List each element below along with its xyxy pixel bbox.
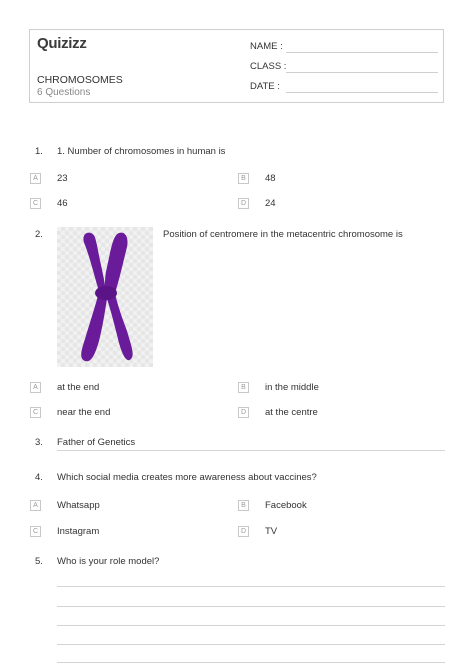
option-b-text: 48 bbox=[265, 173, 276, 184]
option-b-text: Facebook bbox=[265, 500, 307, 511]
option-a-text: at the end bbox=[57, 382, 100, 393]
option-c-box[interactable]: C bbox=[30, 198, 41, 209]
quizizz-logo bbox=[37, 35, 87, 52]
question-number: 3. bbox=[35, 437, 43, 448]
answer-line[interactable] bbox=[57, 662, 445, 663]
option-a-box[interactable]: A bbox=[30, 173, 41, 184]
option-b-text: in the middle bbox=[265, 382, 319, 393]
date-line[interactable] bbox=[286, 92, 438, 93]
question-text: Which social media creates more awareness about vaccines? bbox=[57, 472, 317, 483]
option-d-text: TV bbox=[265, 526, 278, 537]
option-c-text: Instagram bbox=[57, 526, 100, 537]
question-number: 2. bbox=[35, 229, 43, 240]
option-c-box[interactable]: C bbox=[30, 407, 41, 418]
option-b-box[interactable]: B bbox=[238, 173, 249, 184]
name-line[interactable] bbox=[286, 52, 438, 53]
option-a-text: Whatsapp bbox=[57, 500, 100, 511]
question-number: 1. bbox=[35, 146, 43, 157]
option-a-box[interactable]: A bbox=[30, 382, 41, 393]
option-c-text: near the end bbox=[57, 407, 111, 418]
answer-line[interactable] bbox=[57, 625, 445, 626]
option-d-box[interactable]: D bbox=[238, 526, 249, 537]
answer-line[interactable] bbox=[57, 606, 445, 607]
class-line[interactable] bbox=[286, 72, 438, 73]
question-number: 5. bbox=[35, 556, 43, 567]
option-c-box[interactable]: C bbox=[30, 526, 41, 537]
question-text: Position of centromere in the metacentric chromosome is bbox=[163, 229, 403, 240]
name-label: NAME : bbox=[250, 41, 283, 52]
worksheet-title: CHROMOSOMES bbox=[37, 74, 123, 86]
answer-line[interactable] bbox=[57, 644, 445, 645]
option-d-text: at the centre bbox=[265, 407, 318, 418]
chromosome-icon bbox=[57, 227, 153, 367]
option-c-text: 46 bbox=[57, 198, 68, 209]
option-d-text: 24 bbox=[265, 198, 276, 209]
question-number: 4. bbox=[35, 472, 43, 483]
answer-line[interactable] bbox=[57, 586, 445, 587]
option-b-box[interactable]: B bbox=[238, 382, 249, 393]
question-text: 1. Number of chromosomes in human is bbox=[57, 146, 226, 157]
option-a-box[interactable]: A bbox=[30, 500, 41, 511]
question-count: 6 Questions bbox=[37, 87, 91, 98]
answer-line[interactable] bbox=[57, 450, 445, 451]
class-label: CLASS : bbox=[250, 61, 287, 72]
option-b-box[interactable]: B bbox=[238, 500, 249, 511]
chromosome-image bbox=[57, 227, 153, 367]
date-label: DATE : bbox=[250, 81, 280, 92]
option-d-box[interactable]: D bbox=[238, 198, 249, 209]
logo-text: Quizizz bbox=[37, 35, 87, 52]
option-a-text: 23 bbox=[57, 173, 68, 184]
question-text: Father of Genetics bbox=[57, 437, 136, 448]
option-d-box[interactable]: D bbox=[238, 407, 249, 418]
question-text: Who is your role model? bbox=[57, 556, 160, 567]
